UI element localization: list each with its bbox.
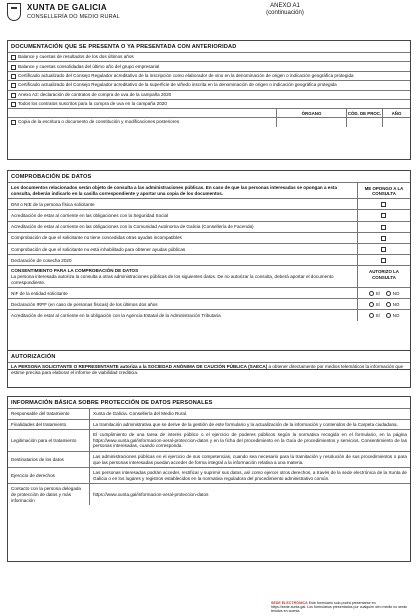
privacy-row: Destinatarios de los datos Las administraciones públicas en el ejercicio de sus competencias, cuando sea necesario para la tramitación y resolución de sus procedimientos o para que las personas interesadas puedan acceder de forma integral a la información relativa a una materia. bbox=[8, 451, 410, 467]
doc-checkbox[interactable] bbox=[11, 74, 16, 79]
doc-checkbox[interactable] bbox=[11, 83, 16, 88]
privacy-row: Responsable del tratamiento Xunta de Galicia. Consellería del Medio Rural. bbox=[8, 408, 410, 419]
documentation-section bbox=[7, 40, 411, 160]
oppose-checkbox[interactable] bbox=[381, 247, 386, 252]
authorization-text: LA PERSONA SOLICITANTE O REPRESENTANTE autoriza a la SOCIEDAD ANÓNIMA DE CAUCIÓN PÚBLICA (SAECA) a obtener directamente por medios telemáticos la información que estime precisa para elaborar el informe de viabilidad crediticia. bbox=[8, 362, 410, 376]
oppose-header-row bbox=[8, 182, 410, 198]
consent-item: NIF de la entidad solicitante SÍ NO bbox=[8, 287, 410, 298]
doc-item: Certificado actualizado del Consejo Regulador acreditativo de la superficie de viñedo inscrita en la denominación de origen o indicación geográfica protegida bbox=[8, 80, 410, 89]
yes-radio[interactable] bbox=[369, 313, 374, 318]
doc-checkbox[interactable] bbox=[11, 120, 16, 125]
doc-item: Anexo A2: declaración de contratos de compra de uva de la campaña 2020 bbox=[8, 90, 410, 99]
verification-item: Comprobación de que el solicitante no está inhabilitado para obtener ayudas públicas bbox=[8, 243, 410, 254]
oppose-checkbox[interactable] bbox=[381, 225, 386, 230]
privacy-row: Ejercicio de derechos Las personas interesadas podrán acceder, rectificar y suprimir sus datos, así como ejercer otros derechos, a través de la sede electrónica de la Xunta de Galicia o en los lugares y registros establecidos en la normativa reguladora del procedimiento administrativo común. bbox=[8, 467, 410, 483]
consent-item: Declaración IRPF (en caso de personas físicas) de los últimos dos años SÍ NO bbox=[8, 298, 410, 309]
doc-item: Balance y cuentas de resultados de los dos últimos años bbox=[8, 52, 410, 61]
consent-item: Acreditación de estar al corriente en la obligación con la Agencia Estatal de la Administración Tributaria SÍ NO bbox=[8, 309, 410, 320]
annex-label bbox=[258, 3, 312, 17]
doc-item: Certificado actualizado del Consejo Regulador acreditativo de la inscripción como elaborador de vino en la denominación de origen o indicación geográfica protegida bbox=[8, 71, 410, 80]
no-radio[interactable] bbox=[386, 313, 391, 318]
consent-header-row bbox=[8, 265, 410, 287]
verification-section bbox=[7, 170, 411, 370]
doc-checkbox[interactable] bbox=[11, 55, 16, 60]
verification-item: Acreditación de estar al corriente en las obligaciones con la Seguridad Social bbox=[8, 209, 410, 220]
footer-text: Este formulario solo podrá presentarse en https://sede.xunta.gal. Los formularios presentados por cualquier otro medio no serán tenidos en cuenta. bbox=[271, 601, 408, 614]
authorize-header: AUTORIZO LA CONSULTA bbox=[357, 266, 410, 287]
privacy-row: Finalidades del tratamiento La tramitación administrativa que se derive de la gestión de este formulario y la actualización de la información y contenidos de la Carpeta ciudadana. bbox=[8, 419, 410, 430]
presented-docs-columns bbox=[8, 108, 410, 117]
organ-field[interactable] bbox=[276, 118, 346, 126]
verification-item: Acreditación de estar al corriente en las obligaciones con la Comunidad Autónoma de Galicia (Consellería de Facenda) bbox=[8, 221, 410, 232]
verification-title: COMPROBACIÓN DE DATOS bbox=[11, 174, 92, 180]
verification-item: Comprobación de que el solicitante no tiene concedidas otras ayudas incompatibles bbox=[8, 232, 410, 243]
oppose-checkbox[interactable] bbox=[381, 213, 386, 218]
consent-title: CONSENTIMIENTO PARA LA COMPROBACIÓN DE DATOS bbox=[11, 268, 139, 274]
doc-checkbox[interactable] bbox=[11, 65, 16, 70]
proc-code-field[interactable] bbox=[346, 118, 382, 126]
doc-item: Copia de la escritura o documento de constitución y modificaciones posteriores bbox=[8, 117, 410, 126]
doc-item: Balance y cuentas consolidadas del último año del grupo empresarial bbox=[8, 61, 410, 70]
doc-checkbox[interactable] bbox=[11, 102, 16, 107]
privacy-section bbox=[7, 396, 411, 562]
col-organ: ÓRGANO bbox=[276, 109, 346, 117]
privacy-title: INFORMACIÓN BÁSICA SOBRE PROTECCIÓN DE DATOS PERSONALES bbox=[11, 400, 213, 406]
oppose-header: ME OPONGO A LA CONSULTA bbox=[357, 183, 410, 198]
verification-item: Declaración de cosecha 2020 bbox=[8, 254, 410, 265]
footer-note bbox=[271, 601, 411, 614]
oppose-checkbox[interactable] bbox=[381, 202, 386, 207]
verification-intro: Los documentos relacionados serán objeto de consulta a las administraciones públicas. En caso de que las personas interesadas se opongan a esta consulta, deberán indicarlo en la casilla correspondiente y aportar una copia de los documentos. bbox=[11, 185, 338, 196]
verification-item: DNI o NIE de la persona física solicitante bbox=[8, 198, 410, 209]
brand-name: XUNTA DE GALICIA bbox=[27, 3, 107, 12]
col-proc-code: CÓD. DE PROC. bbox=[347, 111, 382, 117]
no-radio[interactable] bbox=[386, 302, 391, 307]
oppose-checkbox[interactable] bbox=[381, 236, 386, 241]
annex-subtitle: (continuación) bbox=[266, 10, 304, 16]
sede-badge: SEDE ELECTRÓNICA bbox=[271, 601, 308, 605]
col-year: AÑO bbox=[382, 109, 410, 117]
oppose-checkbox[interactable] bbox=[381, 258, 386, 263]
annex-title: ANEXO A1 bbox=[270, 3, 300, 9]
yes-radio[interactable] bbox=[369, 302, 374, 307]
documentation-title: DOCUMENTACIÓN QUE SE PRESENTA O YA PRESENTADA CON ANTERIORIDAD bbox=[11, 44, 237, 50]
page-header bbox=[0, 0, 418, 30]
doc-checkbox[interactable] bbox=[11, 93, 16, 98]
privacy-row: Legitimación para el tratamiento El cumplimiento de una tarea de interés público o el ejercicio de poderes públicos según la normativa recogida en el formulario, en la página https://www.xunta.gal/informacion-xeral-proteccion-datos y en la ficha del procedimiento en la Guía de procedimientos y servicios. Consentimiento de las personas interesadas, cuando corresponda. bbox=[8, 429, 410, 451]
department-name: CONSELLERÍA DO MEDIO RURAL bbox=[27, 14, 120, 20]
yes-radio[interactable] bbox=[369, 291, 374, 296]
no-radio[interactable] bbox=[386, 291, 391, 296]
doc-item: Todos los contratos suscritos para la compra de uva en la campaña 2020 bbox=[8, 99, 410, 108]
authorization-section bbox=[7, 350, 411, 388]
privacy-link[interactable]: https://www.xunta.gal/informacion-xeral-proteccion-datos bbox=[93, 491, 209, 497]
consent-intro: La persona interesada autoriza la consulta a otras administraciones públicas de los siguientes datos. De no autorizar la consulta, deberá aportar el documento correspondiente. bbox=[11, 273, 334, 285]
authorization-title: AUTORIZACIÓN bbox=[11, 354, 56, 360]
year-field[interactable] bbox=[382, 118, 410, 126]
privacy-row: Contacto con la persona delegada de protección de datos y más información https://www.xunta.gal/informacion-xeral-proteccion-datos bbox=[8, 483, 410, 505]
xunta-shield-icon bbox=[7, 3, 21, 21]
